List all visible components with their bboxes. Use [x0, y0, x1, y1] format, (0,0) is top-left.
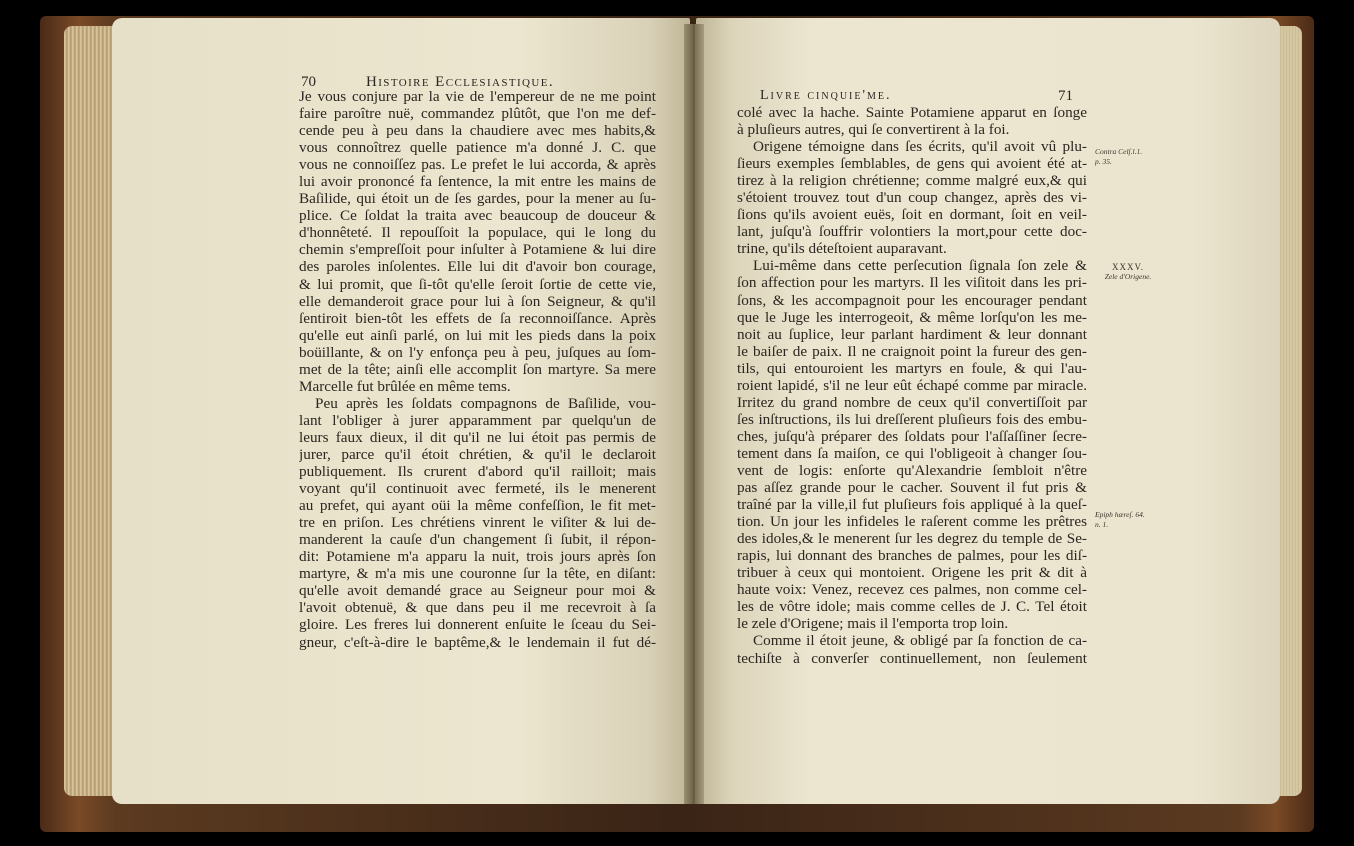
text-line: les de vôtre idole; mais comme celles de J. C. Tel étoit [737, 598, 1087, 616]
text-line: tils, qui entouroient les martyrs en foule, & qui l'au- [737, 359, 1087, 377]
text-line: qu'elle eut ainſi parlé, on lui mit les pieds dans la poix [299, 326, 656, 344]
text-line: colé avec la hache. Sainte Potamiene apparut en ſonge [737, 104, 1087, 121]
text-line: qu'elle avoit demandé grace au Seigneur pour moi & [299, 582, 656, 600]
text-line: trine, qu'ils déteſtoient auparavant. [737, 240, 947, 258]
text-line: ſieurs exemples ſemblables, de gens qui avoient été at- [737, 155, 1087, 173]
text-line: lui avoir prononcé fa ſentence, la mit entre les mains de [299, 173, 656, 191]
text-line: ſes inſtructions, ils lui dreſſerent pluſieurs fois des embu- [737, 410, 1087, 428]
margin-note-line: Epiph hæreſ. 64. [1095, 510, 1145, 519]
text-line: haute voix: Venez, recevez ces palmes, non comme cel- [737, 581, 1087, 599]
text-line: tribuer à ceux qui montoient. Origene les prit & dit à [737, 564, 1087, 582]
text-line: ſentiroit bien-tôt les effets de ſa reconnoiſſance. Après [299, 309, 656, 327]
right-running-head: Livre cinquie'me. [760, 88, 892, 103]
text-line: voyant qu'il continuoit avec fermeté, ils le menerent [299, 480, 656, 498]
text-line: leurs faux dieux, il dit qu'il ne lui étoit pas permis de [299, 428, 656, 446]
book-gutter [684, 24, 704, 804]
text-line: tirez à la religion chrétienne; comme malgré eux,& qui [737, 172, 1087, 190]
text-line: Comme il étoit jeune, & obligé par ſa fonction de ca- [753, 632, 1087, 650]
text-line: tion. Un jour les infideles le raſerent comme les prêtres [737, 513, 1087, 531]
text-line: dit: Potamiene m'a apparu la nuit, trois jours après ſon [299, 548, 656, 566]
text-line: vous connoîtrez quelle patience m'a donné J. C. que [299, 139, 656, 157]
text-line: vent de logis: enſorte qu'Alexandrie ſembloit n'être [737, 461, 1087, 479]
right-page-text [737, 104, 1087, 667]
text-line: tement dans ſa maiſon, ce qui l'obligeoit à changer ſou- [737, 444, 1087, 462]
text-line: vous ne connoiſſez pas. Le prefet le lui accorda, & après [299, 156, 656, 174]
text-line: gneur, c'eſt-à-dire le baptême,& le lendemain il fut dé- [299, 633, 656, 651]
text-line: au prefet, qui ayant oüi la même confeſſion, le fit met- [299, 497, 656, 515]
text-line: boüillante, & on l'y enfonça peu à peu, juſques au ſom- [299, 343, 656, 361]
text-line: lant, juſqu'à ſouffrir volontiers la mort,pour cette doc- [737, 223, 1087, 241]
text-line: Baſilide, qui étoit un de ſes gardes, pour la mener au ſu- [299, 190, 656, 208]
text-line: s'étoient trouvez tout d'un coup changez, après des vi- [737, 189, 1087, 207]
text-line: traîné par la ville,il fut pluſieurs fois appliqué à la queſ- [737, 496, 1087, 514]
text-line: ſons, & les accompagnoit pour les encourager pendant [737, 291, 1087, 309]
text-line: gloire. Les freres lui donnerent enſuite le ſceau du Sei- [299, 616, 656, 634]
text-line: l'avoit obtenuë, & que dans peu il me recevroit à ſa [299, 599, 656, 617]
text-line: le baiſer de paix. Il ne craignoit point la fureur des gen- [737, 342, 1087, 360]
text-line: roient lapidé, s'il ne leur eût échapé comme par miracle. [737, 376, 1087, 394]
text-line: des paroles inſolentes. Elle lui dit d'avoir bon courage, [299, 258, 656, 276]
text-line: met de la tête; ainſi elle accomplit ſon martyre. Sa mere [299, 360, 656, 378]
margin-note-line: n. 1. [1095, 520, 1109, 529]
text-line: cende peu à peu dans la chaudiere avec mes habits,& [299, 122, 656, 140]
margin-note-line: XXXV. [1111, 262, 1145, 272]
text-line: pas aſſez grande pour le cacher. Souvent il fut pris & [737, 479, 1087, 497]
text-line: à pluſieurs autres, qui ſe convertirent à la foi. [737, 121, 1010, 139]
text-line: rapis, lui donnant des branches de palmes, pour les diſ- [737, 547, 1087, 565]
text-line: que le Juge les interrogeoit, & même lorſqu'on les me- [737, 308, 1087, 326]
text-line: lant l'obliger à jurer apparamment par quelqu'un de [299, 411, 656, 429]
margin-note-epiphanius [1095, 510, 1155, 530]
text-line: des idoles,& le menerent ſur les degrez du temple de Se- [737, 530, 1087, 548]
margin-note-line: Zele d'Origene. [1104, 272, 1152, 281]
text-line: Marcelle fut brûlée en même tems. [299, 377, 511, 395]
text-line: jurer, parce qu'il étoit chrétien, & qu'il le declaroit [299, 445, 656, 463]
text-line: d'honnêteté. Il repouſſoit la populace, qui le long du [299, 224, 656, 242]
page-edges-left [64, 26, 114, 796]
left-running-head: Histoire Ecclesiastique. [366, 74, 555, 90]
text-line: publiquement. Ils crurent d'abord qu'il railloit; mais [299, 463, 656, 481]
right-page-number: 71 [1058, 88, 1073, 104]
left-page-text [299, 88, 656, 651]
left-page-number: 70 [301, 74, 316, 90]
text-line: plice. Ce ſoldat la traita avec beaucoup de douceur & [299, 207, 656, 225]
text-line: ſions qu'ils avoient euës, ſoit en dormant, ſoit en veil- [737, 206, 1087, 224]
text-line: Origene témoigne dans ſes écrits, qu'il avoit vû plu- [753, 138, 1087, 156]
text-line: martyre, & m'a mis une couronne ſur la tête, en diſant: [299, 565, 656, 583]
text-line: ches, juſqu'à préparer des ſoldats pour l'aſſaſſiner ſecre- [737, 427, 1087, 445]
text-line: Irritez du grand nombre de ceux qu'il convertiſſoit par [737, 393, 1087, 411]
text-line: manderent la cauſe d'un changement ſi ſubit, il répon- [299, 531, 656, 549]
text-line: elle demanderoit grace pour lui à ſon Seigneur, & qu'il [299, 292, 656, 310]
text-line: chemin s'empreſſoit pour inſulter à Potamiene & lui dire [299, 241, 656, 259]
text-line: & lui promit, que ſi-tôt qu'elle ſeroit ſortie de cette vie, [299, 275, 656, 293]
text-line: le zele d'Origene; mais il l'emporta trop loin. [737, 615, 1009, 633]
text-line: Je vous conjure par la vie de l'empereur de ne me point [299, 88, 656, 105]
margin-note-line: p. 35. [1095, 157, 1112, 166]
text-line: faire paroître nuë, commandez plûtôt, que l'on me def- [299, 105, 656, 123]
text-line: techiſte à converſer continuellement, non ſeulement [737, 649, 1087, 667]
text-line: ſon affection pour les martyrs. Il les viſitoit dans les pri- [737, 274, 1087, 292]
margin-note-line: Contra Celſ.l.1. [1095, 147, 1143, 156]
text-line: Peu après les ſoldats compagnons de Baſilide, vou- [315, 394, 656, 412]
text-line: tre en priſon. Les chrétiens vinrent le viſiter & lui de- [299, 514, 656, 532]
margin-note-contra-celsum [1095, 147, 1155, 167]
text-line: noit au ſuplice, leur parlant hardiment & leur donnant [737, 325, 1087, 343]
margin-note-section-xxxv [1095, 262, 1161, 282]
text-line: Lui-même dans cette perſecution ſignala ſon zele & [753, 257, 1087, 275]
